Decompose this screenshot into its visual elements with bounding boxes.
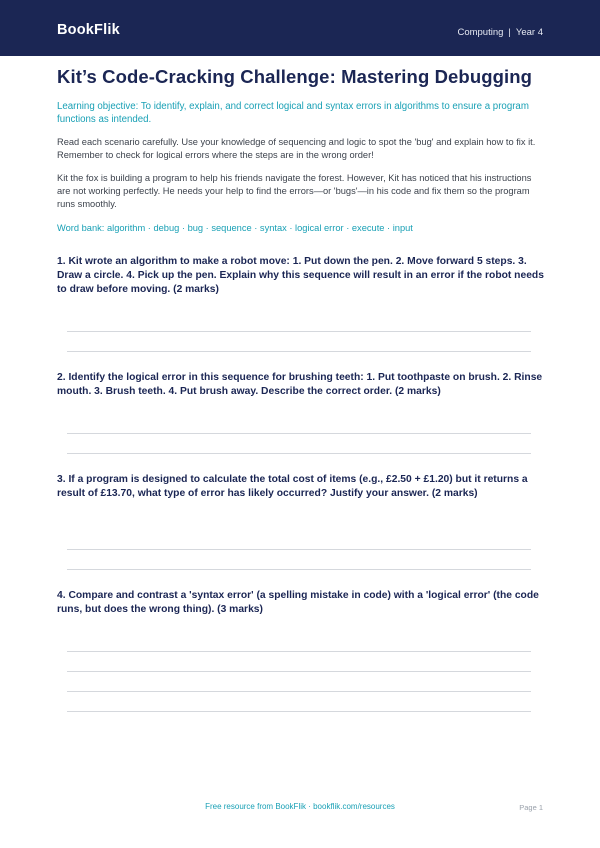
answer-line[interactable] xyxy=(67,351,531,352)
header-separator: | xyxy=(508,27,511,38)
question-4: 4. Compare and contrast a 'syntax error' (a spelling mistake in code) with a 'logical error' (the code runs, but does the wrong thing). (3 marks) xyxy=(57,590,539,615)
learning-objective: Learning objective: To identify, explain, and correct logical and syntax errors in algorithms to ensure a program functions as intended. xyxy=(57,101,529,125)
answer-line[interactable] xyxy=(67,453,531,454)
answer-line[interactable] xyxy=(67,651,531,652)
answer-line[interactable] xyxy=(67,569,531,570)
page-header xyxy=(0,0,600,56)
answer-line[interactable] xyxy=(67,433,531,434)
answer-line[interactable] xyxy=(67,691,531,692)
answer-line[interactable] xyxy=(67,671,531,672)
answer-line[interactable] xyxy=(67,331,531,332)
page-number: Page 1 xyxy=(519,803,543,812)
word-bank: Word bank: algorithm · debug · bug · sequence · syntax · logical error · execute · input xyxy=(57,223,413,233)
answer-line[interactable] xyxy=(67,549,531,550)
subject-year-label xyxy=(457,27,543,38)
page-title: Kit’s Code-Cracking Challenge: Mastering Debugging xyxy=(57,66,533,87)
question-2: 2. Identify the logical error in this sequence for brushing teeth: 1. Put toothpaste on brush. 2. Rinse mouth. 3. Brush teeth. 4. Put brush away. Describe the correct order. (2 marks) xyxy=(57,372,543,397)
subject-label: Computing xyxy=(457,27,504,38)
worksheet-intro xyxy=(57,66,543,235)
answer-line[interactable] xyxy=(67,711,531,712)
brand-logo: BookFlik xyxy=(57,22,120,38)
footer-resource-text: Free resource from BookFlik · bookflik.com/resources xyxy=(205,802,395,811)
year-label: Year 4 xyxy=(515,27,543,38)
question-1: 1. Kit wrote an algorithm to make a robot move: 1. Put down the pen. 2. Move forward 5 steps. 3. Draw a circle. 4. Pick up the pen. Explain why this sequence will result in an error if the robot needs to draw before moving. (2 marks) xyxy=(57,256,544,295)
instructions-paragraph: Read each scenario carefully. Use your knowledge of sequencing and logic to spot the 'bug' and explain how to fix it. Remember to check for logical errors where the steps are in the wrong order! xyxy=(57,137,536,160)
intro-paragraph: Kit the fox is building a program to help his friends navigate the forest. However, Kit has noticed that his instructions are not working perfectly. He needs your help to find the errors—or 'bugs'—in his code and fix them so the program runs smoothly. xyxy=(57,173,532,209)
question-3: 3. If a program is designed to calculate the total cost of items (e.g., £2.50 + £1.20) but it returns a result of £13.70, what type of error has likely occurred? Justify your answer. (2 marks) xyxy=(57,474,528,499)
